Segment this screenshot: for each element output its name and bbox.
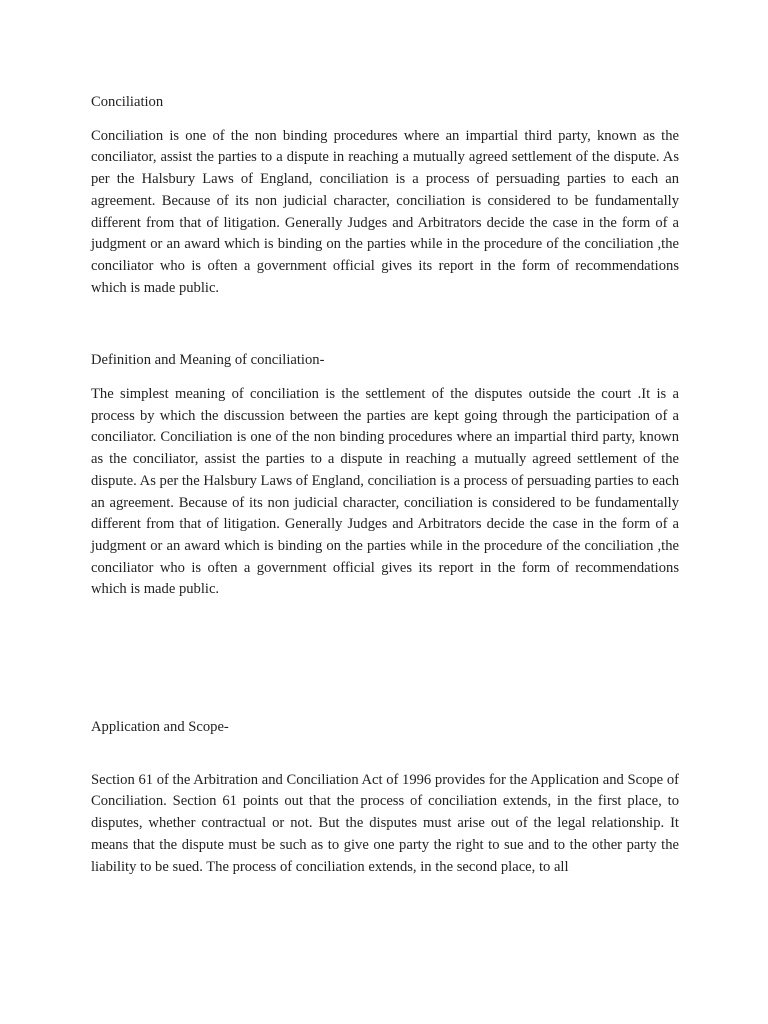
document-body: [91, 92, 679, 878]
paragraph: Section 61 of the Arbitration and Conciliation Act of 1996 provides for the Application and Scope of Conciliation. Section 61 points out that the process of conciliation extends, in the first place, to disputes, whether contractual or not. But the disputes must arise out of the legal relationship. It means that the dispute must be such as to give one party the right to sue and to the other party the liability to be sued. The process of conciliation extends, in the second place, to all: [91, 771, 679, 875]
paragraph: Conciliation is one of the non binding procedures where an impartial third party, known as the conciliator, assist the parties to a dispute in reaching a mutually agreed settlement of the dispute. As per the Halsbury Laws of England, conciliation is a process of persuading parties to each an agreement. Because of its non judicial character, conciliation is considered to be fundamentally different from that of litigation. Generally Judges and Arbitrators decide the case in the form of a judgment or an award which is binding on the parties while in the procedure of the conciliation ,the conciliator who is often a government official gives its report in the form of recommendations which is made public.: [91, 127, 679, 296]
section-conciliation: [91, 92, 679, 299]
section-heading: Application and Scope-: [91, 719, 229, 736]
section-heading: Conciliation: [91, 94, 164, 110]
paragraph: The simplest meaning of conciliation is the settlement of the disputes outside the court .It is a process by which the discussion between the parties are kept going through the participation of a conciliator. Conciliation is one of the non binding procedures where an impartial third party, known as the conciliator, assist the parties to a dispute in reaching a mutually agreed settlement of the dispute. As per the Halsbury Laws of England, conciliation is a process of persuading parties to each an agreement. Because of its non judicial character, conciliation is considered to be fundamentally different from that of litigation. Generally Judges and Arbitrators decide the case in the form of a judgment or an award which is binding on the parties while in the procedure of the conciliation ,the conciliator who is often a government official gives its report in the form of recommendations which is made public.: [91, 386, 679, 598]
section-application-scope: [91, 717, 679, 878]
section-heading: Definition and Meaning of conciliation-: [91, 352, 325, 369]
section-definition: [91, 350, 679, 601]
